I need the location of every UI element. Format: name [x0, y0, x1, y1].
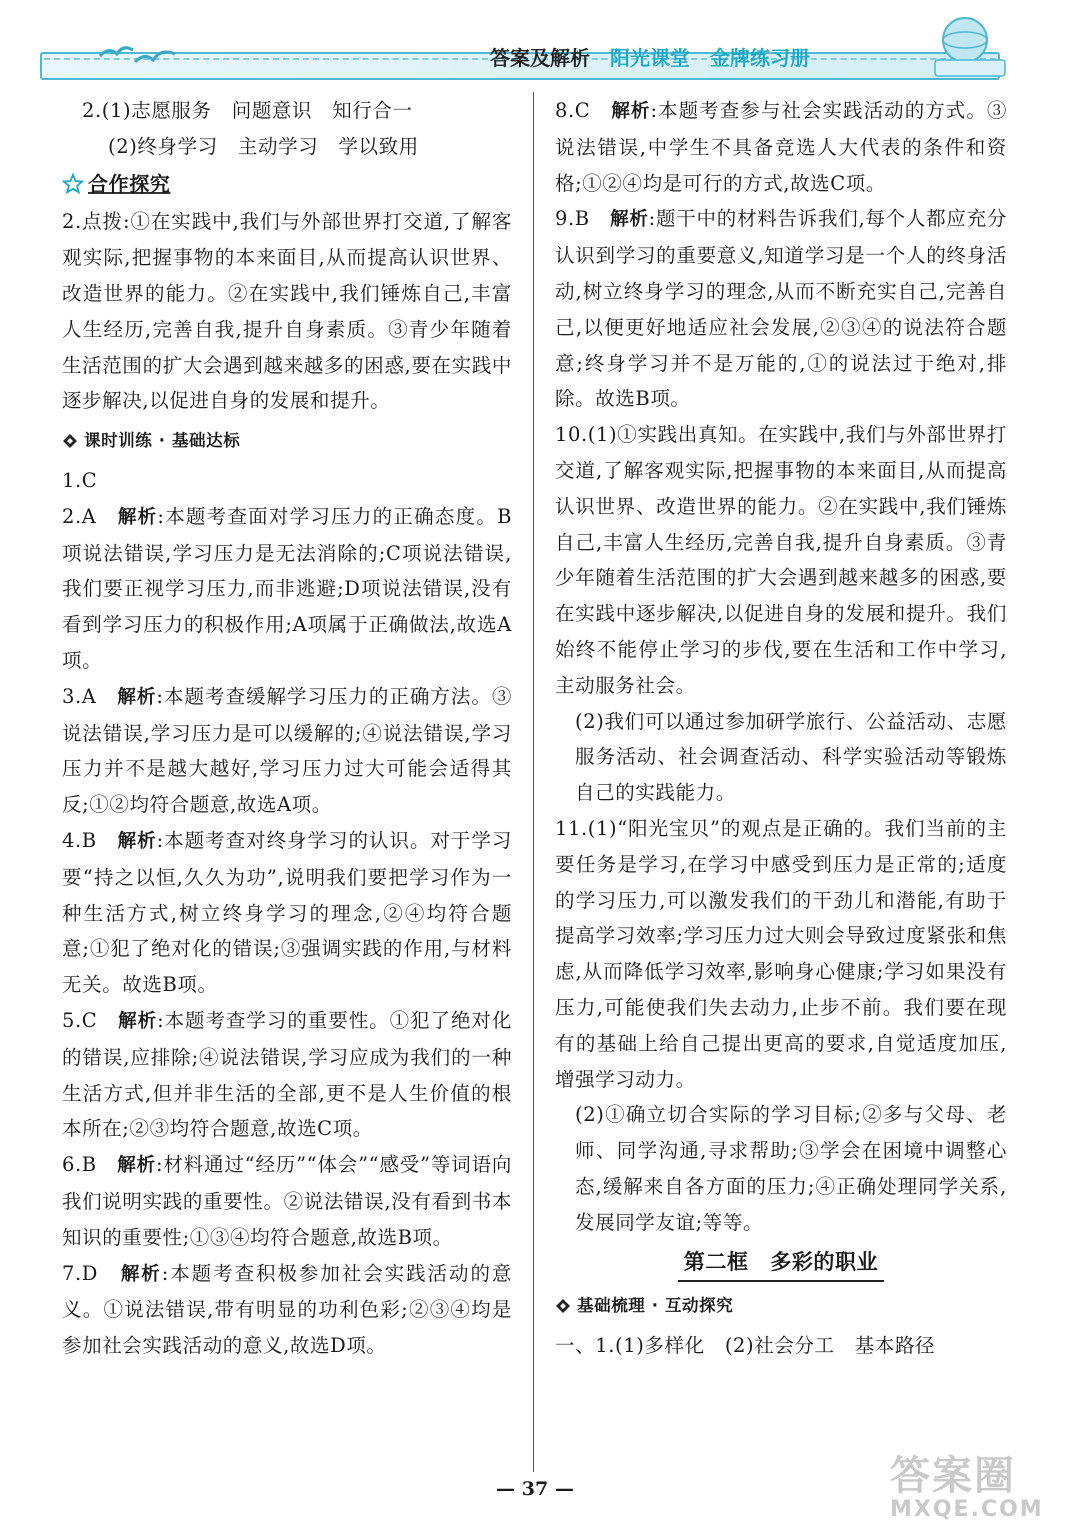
answer-paragraph: 11.(1)“阳光宝贝”的观点是正确的。我们当前的主要任务是学习,在学习中感受到压力是正常的;适度的学习压力,可以激发我们的干劲儿和潜能,有助于提高学习效率;学习压力过大则会导致过度紧张和焦虑,从而降低学习效率,影响身心健康;学习如果没有压力,可能使我们失去动力,止步不前。我们要在现有的基础上给自己提出更高的要求,自觉适度加压,增强学习动力。 — [555, 816, 1007, 1091]
answer-paragraph — [555, 93, 1007, 201]
section2-title-text: 第二框 多彩的职业 — [678, 1245, 884, 1283]
answer-paragraph: 10.(1)①实践出真知。在实践中,我们与外部世界打交道,了解客观实际,把握事物的本来面目,从而提高认识世界、改造世界的能力。②在实践中,我们锤炼自己,丰富人生经历,完善自我,提升自身素质。③青少年随着生活范围的扩大会遇到越来越多的困惑,要在实践中逐步解决,以促进自身的发展和提升。我们始终不能停止学习的步伐,要在生活和工作中学习,主动服务社会。 — [555, 423, 1007, 697]
page-number: — 37 — — [496, 1478, 574, 1500]
right-column — [555, 93, 1007, 1364]
answer-paragraph — [62, 1256, 512, 1364]
birds-icon — [95, 38, 185, 68]
answer-paragraph: 2.点拨:①在实践中,我们与外部世界打交道,了解客观实际,把握事物的本来面目,从而提高认识世界、改造世界的能力。②在实践中,我们锤炼自己,丰富人生经历,完善自我,提升自身素质。③青少年随着生活范围的扩大会遇到越来越多的困惑,要在实践中逐步解决,以促进自身的发展和提升。 — [62, 210, 512, 413]
answer-line: 2.(1)志愿服务 问题意识 知行合一 — [82, 99, 413, 122]
analysis-label: 解析 — [611, 101, 651, 122]
section-title: 答案及解析 — [490, 46, 590, 70]
answer-number: 5.C — [62, 1008, 119, 1032]
answer-text: :材料通过“经历”“体会”“感受”等词语向我们说明实践的重要性。②说法错误,没有看到书本知识的重要性;①③④均符合题意,故选B项。 — [62, 1153, 513, 1249]
analysis-label: 解析 — [117, 1155, 156, 1177]
header-text — [490, 42, 810, 71]
coop-title-text: 合作探究 — [88, 171, 171, 196]
answer-paragraph — [62, 499, 512, 679]
answer-paragraph: (2)①确立切合实际的学习目标;②多与父母、老师、同学沟通,寻求帮助;③学会在困境中调整心态,缓解来自各方面的压力;④正确处理同学关系,发展同学友谊;等等。 — [575, 1103, 1007, 1234]
answer-paragraph — [62, 823, 512, 1003]
answer-text: :本题考查对终身学习的认识。对于学习要“持之以恒,久久为功”,说明我们要把学习作为一种生活方式,树立终身学习的理念,②④均符合题意;①犯了绝对化的错误;③强调实践的作用,与材料无关。故选B项。 — [62, 828, 513, 997]
analysis-label: 解析 — [120, 1263, 162, 1285]
answer-line: 1.C — [62, 468, 98, 492]
watermark-line1: 答案圈 — [890, 1453, 1016, 1499]
answer-text: :本题考查面对学习压力的正确态度。B项说法错误,学习压力是无法消除的;C项说法错误,我们要正视学习压力,而非逃避;D项说法错误,没有看到学习压力的积极作用;A项属于正确做法,故选A项。 — [62, 504, 513, 672]
answer-line: 一、1.(1)多样化 (2)社会分工 基本路径 — [555, 1334, 936, 1358]
answer-number: 6.B — [62, 1153, 118, 1177]
column-divider — [533, 92, 534, 1472]
answer-number: 4.B — [62, 828, 118, 852]
answer-text: :本题考查积极参加社会实践活动的意义。①说法错误,带有明显的功利色彩;②③④均是参加社会实践活动的意义,故选D项。 — [62, 1261, 512, 1358]
watermark-line2: MXQE.COM — [890, 1497, 1044, 1522]
answer-number: 9.B — [555, 207, 611, 231]
answer-paragraph — [555, 201, 1007, 417]
basic-section-title — [555, 1288, 1007, 1324]
section2-title — [555, 1245, 1007, 1283]
answer-paragraph — [62, 1147, 512, 1255]
answer-text: :本题考查学习的重要性。①犯了绝对化的错误,应排除;④说法错误,学习应成为我们的一种生活方式,但并非生活的全部,更不是人生价值的根本所在;②③均符合题意,故选C项。 — [62, 1008, 512, 1141]
analysis-label: 解析 — [118, 1010, 158, 1032]
answer-number: 8.C — [555, 99, 612, 122]
globe-deco-icon — [920, 10, 1030, 80]
analysis-label: 解析 — [117, 686, 157, 708]
page-header — [40, 38, 1040, 80]
diamond-icon — [62, 433, 78, 449]
answer-line: (2)终身学习 主动学习 学以致用 — [108, 134, 419, 158]
training-title-text: 课时训练 · 基础达标 — [84, 431, 241, 451]
diamond-icon — [555, 1298, 571, 1314]
answer-text: :本题考查缓解学习压力的正确方法。③说法错误,学习压力是可以缓解的;④说法错误,学习压力并不是越大越好,学习压力过大可能会适得其反;①②均符合题意,故选A项。 — [62, 684, 513, 817]
answer-text: :题干中的材料告诉我们,每个人都应充分认识到学习的重要意义,知道学习是一个人的终身活动,树立终身学习的理念,从而不断充实自己,完善自己,以便更好地适应社会发展,②③④的说法符合题意;终身学习并不是万能的,①的说法过于绝对,排除。故选B项。 — [555, 207, 1007, 411]
answer-paragraph: (2)我们可以通过参加研学旅行、公益活动、志愿服务活动、社会调查活动、科学实验活动等锻炼自己的实践能力。 — [575, 709, 1007, 805]
left-column — [62, 93, 512, 1364]
answer-number: 7.D — [62, 1261, 121, 1285]
brand-name-1: 阳光课堂 — [610, 46, 690, 70]
answer-text: :本题考查参与社会实践活动的方式。③说法错误,中学生不具备竞选人大代表的条件和资格;①②④均是可行的方式,故选C项。 — [555, 99, 1008, 195]
answer-paragraph — [62, 1003, 512, 1147]
analysis-label: 解析 — [117, 830, 157, 852]
analysis-label: 解析 — [117, 506, 158, 528]
watermark-logo — [890, 1444, 1060, 1532]
coop-section-title — [62, 167, 512, 203]
brand-name-2: 金牌练习册 — [710, 46, 810, 70]
answer-number: 2.A — [62, 504, 118, 528]
training-section-title — [62, 423, 512, 459]
answer-number: 3.A — [62, 684, 118, 708]
analysis-label: 解析 — [610, 209, 649, 231]
star-icon — [62, 173, 84, 195]
answer-paragraph — [62, 679, 512, 823]
basic-title-text: 基础梳理 · 互动探究 — [577, 1296, 734, 1316]
